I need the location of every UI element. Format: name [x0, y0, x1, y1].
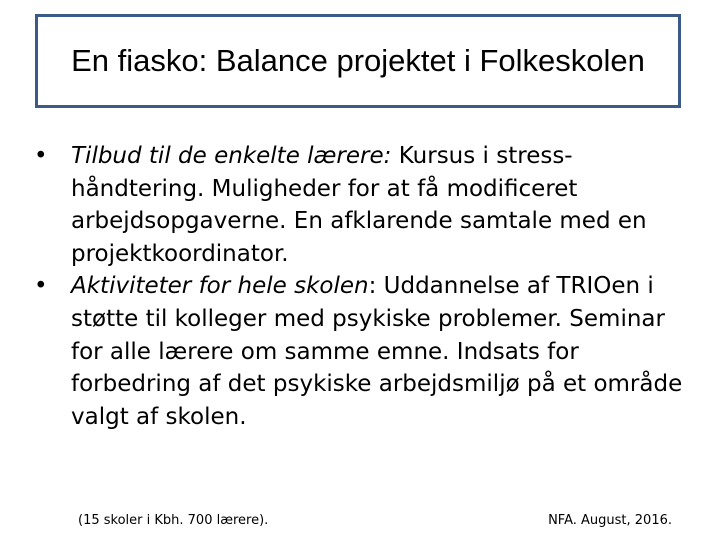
bullet-icon: • — [34, 273, 48, 300]
bullet-text-school: : Uddannelse af TRIOen i støtte til kolleger med psykiske problemer. Seminar for alle lærere om samme emne. Indsats for forbedring af det psykiske arbejdsmiljø på et område valgt af skolen. — [71, 273, 683, 430]
bullet-text-teachers: Kursus i stress-håndtering. Muligheder for at få modificeret arbejdsopgaverne. En afklarende samtale med en projektkoordinator. — [71, 143, 647, 267]
bullet-item-school — [34, 270, 684, 433]
footer-source: NFA. August, 2016. — [548, 513, 672, 528]
bullet-lead-teachers: Tilbud til de enkelte lærere: — [71, 143, 392, 169]
slide-title: En fiasko: Balance projektet i Folkeskolen — [71, 43, 645, 78]
bullet-icon: • — [34, 143, 48, 169]
bullet-item-teachers — [34, 140, 684, 270]
footer-note: (15 skoler i Kbh. 700 lærere). — [78, 513, 269, 528]
title-box — [35, 14, 681, 108]
bullet-list — [34, 140, 684, 433]
bullet-lead-school: Aktiviteter for hele skolen — [71, 273, 369, 300]
